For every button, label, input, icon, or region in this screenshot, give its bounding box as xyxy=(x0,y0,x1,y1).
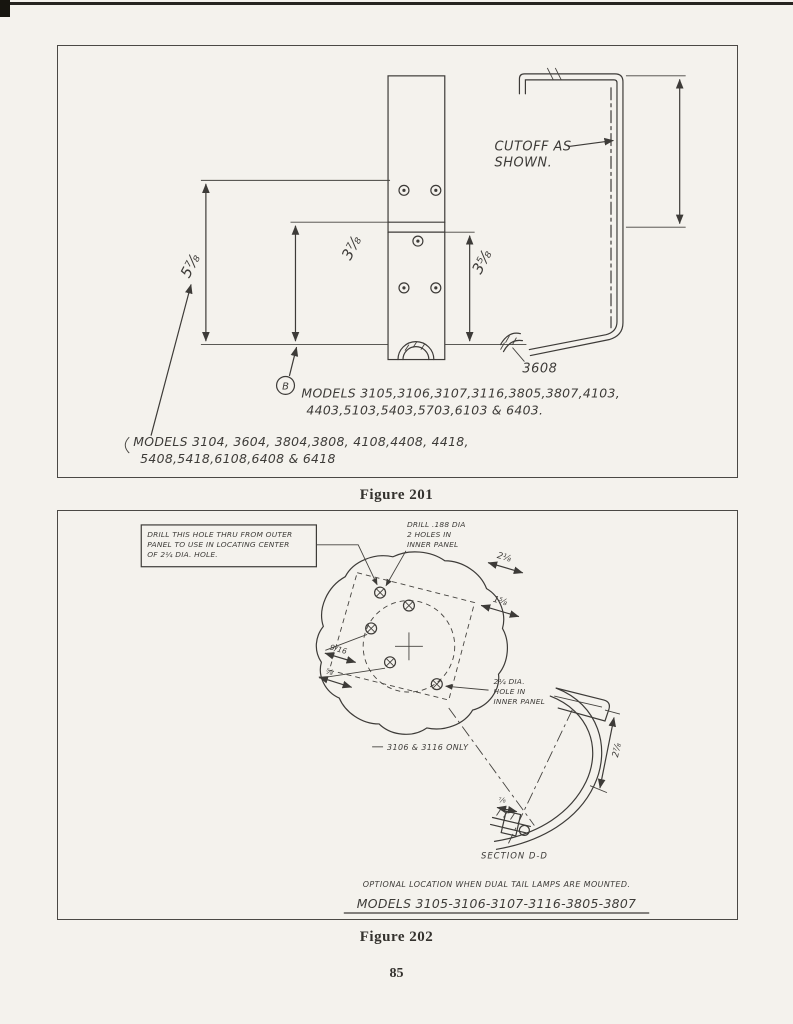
dim-7-8: ⅞ xyxy=(498,795,506,805)
dim-5-8: ⅝ xyxy=(324,666,335,678)
figure-201-caption: Figure 201 xyxy=(359,487,434,503)
hole-5 xyxy=(431,679,442,690)
dim-5-7-8: 5⅞ xyxy=(176,250,205,281)
drill-note-line1: DRILL .188 DIA xyxy=(406,519,466,529)
hole-4 xyxy=(385,657,396,668)
bracket-holes xyxy=(399,185,441,293)
panel-holes xyxy=(366,587,443,689)
scan-artifact-corner-mark xyxy=(0,0,10,17)
cutoff-label-line2: SHOWN. xyxy=(494,155,553,171)
scan-artifact-top-line xyxy=(0,2,793,5)
hole-note-line1: 2¼ DIA. xyxy=(493,677,525,687)
only-note xyxy=(372,743,469,752)
bracket-side-view xyxy=(501,68,686,356)
models-callout-b xyxy=(277,348,620,418)
dim-1-5-8: 1⅝ xyxy=(491,594,509,609)
figure-201-drawing xyxy=(58,46,737,477)
lamp-mount-rectangle xyxy=(329,573,474,700)
only-note-text: 3106 & 3116 ONLY xyxy=(387,742,469,752)
large-hole-note xyxy=(446,677,545,706)
outer-note-line2: PANEL TO USE IN LOCATING CENTER xyxy=(147,539,290,549)
models-b-line2: 4403,5103,5403,5703,6103 & 6403. xyxy=(306,402,544,418)
figure-201-frame xyxy=(57,45,738,478)
cutoff-label-line1: CUTOFF AS xyxy=(494,139,572,155)
figure-202-caption: Figure 202 xyxy=(359,929,434,945)
models-title: MODELS 3105-3106-3107-3116-3805-3807 xyxy=(356,896,637,912)
hole-note-line3: INNER PANEL xyxy=(493,697,545,707)
figure-202-frame xyxy=(57,510,738,920)
optional-location-note: OPTIONAL LOCATION WHEN DUAL TAIL LAMPS ARE MOUNTED. xyxy=(362,880,631,890)
part-number-3608: 3608 xyxy=(522,361,558,377)
dim-2-1-8: 2⅛ xyxy=(495,551,513,565)
models-b-line1: MODELS 3105,3106,3107,3116,3805,3807,4103, xyxy=(301,385,620,401)
outer-note-line3: OF 2¼ DIA. HOLE. xyxy=(147,549,218,559)
dim-2-7-8: 2⅞ xyxy=(611,742,624,759)
models-a-line1: MODELS 3104, 3604, 3804,3808, 4108,4408, 4418, xyxy=(133,434,469,450)
hole-2 xyxy=(403,600,414,611)
dim-3-7-8: 3⅞ xyxy=(337,232,366,263)
page-number: 85 xyxy=(389,966,404,981)
fender-section-view xyxy=(449,688,624,849)
dim-9-16: 9/16 xyxy=(328,642,349,657)
hole-note-line2: HOLE IN xyxy=(493,687,526,697)
outer-note-line1: DRILL THIS HOLE THRU FROM OUTER xyxy=(147,529,293,539)
models-callout-a xyxy=(125,285,468,466)
panel-dimensions xyxy=(319,551,522,687)
outer-panel-note xyxy=(141,525,377,585)
models-title-group xyxy=(344,896,649,913)
front-view-dimensions xyxy=(177,180,527,344)
part-3608-bead xyxy=(501,333,523,351)
dim-3-5-8: 3⅝ xyxy=(468,246,496,277)
balloon-letter: B xyxy=(282,381,289,393)
hole-1 xyxy=(375,587,386,598)
figure-202-drawing xyxy=(58,511,737,919)
section-dd-label: SECTION D-D xyxy=(481,850,548,861)
bracket-bottom-bead xyxy=(398,342,434,360)
models-a-line2: 5408,5418,6108,6408 & 6418 xyxy=(140,451,336,467)
bracket-front-view xyxy=(388,76,445,360)
drill-note-line3: INNER PANEL xyxy=(406,539,459,549)
cutoff-annotation xyxy=(495,140,613,171)
drill-note-line2: 2 HOLES IN xyxy=(406,529,452,539)
